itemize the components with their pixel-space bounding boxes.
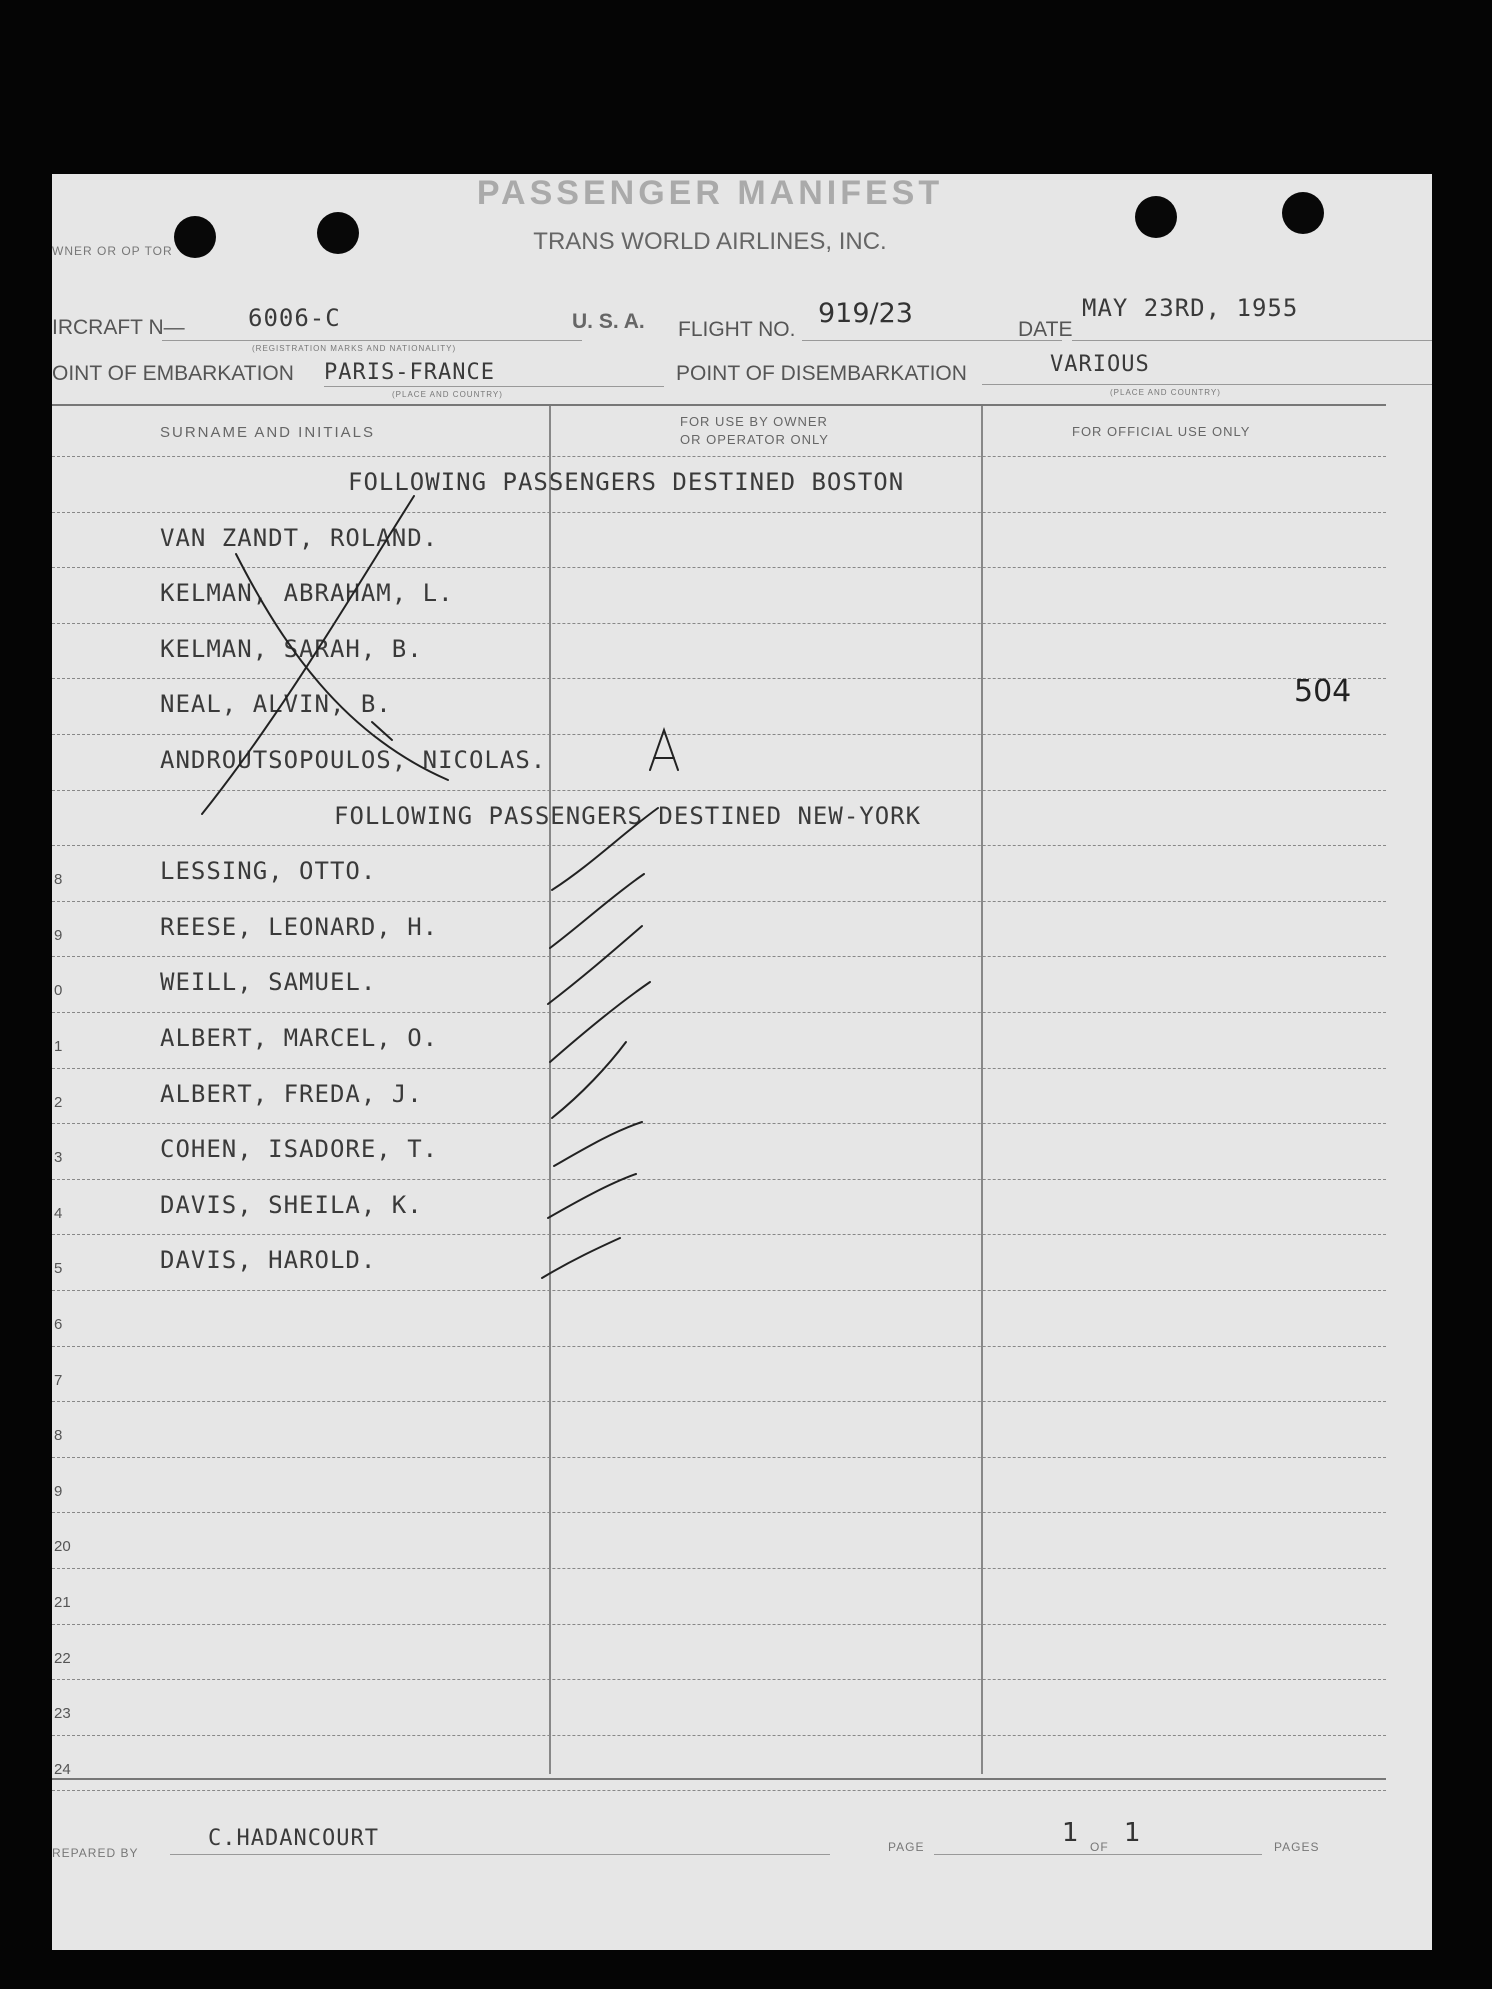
owner-operator-label: WNER OR OP TOR: [52, 244, 173, 258]
check-mark: [554, 1122, 642, 1166]
embarkation-note: (PLACE AND COUNTRY): [392, 390, 503, 399]
row-number: 5: [54, 1260, 63, 1278]
disembarkation-label: POINT OF DISEMBARKATION: [676, 362, 967, 385]
passenger-name: ALBERT, FREDA, J.: [160, 1079, 423, 1108]
country-label: U. S. A.: [572, 310, 645, 333]
handwritten-marks: [52, 174, 1432, 1950]
aircraft-label: IRCRAFT N—: [52, 316, 185, 339]
destination-heading: FOLLOWING PASSENGERS DESTINED NEW-YORK: [334, 801, 922, 830]
row-number: 2: [54, 1093, 63, 1111]
passenger-name: VAN ZANDT, ROLAND.: [160, 523, 439, 552]
row-number: 9: [54, 1482, 63, 1500]
row-number: 8: [54, 871, 63, 889]
row-number: 8: [54, 1427, 63, 1445]
disembarkation-note: (PLACE AND COUNTRY): [1110, 388, 1221, 397]
row-number: 0: [54, 982, 63, 1000]
passenger-name: ALBERT, MARCEL, O.: [160, 1024, 439, 1052]
date-label: DATE: [1018, 318, 1073, 341]
check-mark: [550, 982, 650, 1062]
check-mark: [552, 808, 658, 890]
check-mark: [548, 1174, 636, 1218]
flight-value: 919/23: [818, 298, 913, 329]
passenger-name: ANDROUTSOPOULOS, NICOLAS.: [160, 746, 547, 774]
hand-mark-a: [650, 730, 678, 770]
row-number: 3: [54, 1149, 63, 1167]
row-number: 7: [54, 1371, 63, 1389]
row-number: 23: [54, 1705, 71, 1723]
prepared-by-label: REPARED BY: [52, 1846, 139, 1860]
check-mark: [552, 1042, 626, 1118]
column-header-official: FOR OFFICIAL USE ONLY: [1072, 424, 1251, 439]
page-label: PAGE: [888, 1840, 925, 1854]
row-number: 6: [54, 1316, 63, 1333]
official-number: 504: [1294, 674, 1352, 709]
row-number: 24: [54, 1760, 71, 1778]
passenger-name: DAVIS, HAROLD.: [160, 1246, 377, 1275]
passenger-name: NEAL, ALVIN, B.: [160, 690, 392, 719]
row-number: 22: [54, 1649, 71, 1667]
pages-label: PAGES: [1274, 1840, 1320, 1854]
row-number: 9: [54, 926, 63, 944]
passenger-name: COHEN, ISADORE, T.: [160, 1135, 439, 1164]
registration-note: (REGISTRATION MARKS AND NATIONALITY): [252, 344, 457, 353]
passenger-name: REESE, LEONARD, H.: [160, 912, 439, 941]
row-number: 1: [54, 1038, 63, 1055]
embarkation-value: PARIS-FRANCE: [324, 360, 495, 385]
passenger-name: LESSING, OTTO.: [160, 857, 377, 886]
strike-through-stroke: [202, 496, 414, 814]
page-value: 1: [1062, 1818, 1079, 1848]
of-value: 1: [1124, 1818, 1141, 1848]
disembarkation-value: VARIOUS: [1050, 352, 1150, 377]
column-header-owner-2: OR OPERATOR ONLY: [680, 432, 829, 447]
passenger-name: KELMAN, SARAH, B.: [160, 634, 423, 663]
row-number: 21: [54, 1594, 71, 1611]
of-label: OF: [1090, 1840, 1109, 1854]
date-value: MAY 23RD, 1955: [1082, 294, 1299, 322]
manifest-sheet: [52, 174, 1432, 1950]
aircraft-value: 6006-C: [248, 304, 341, 332]
column-header-surname: SURNAME AND INITIALS: [160, 424, 376, 441]
airline-name: TRANS WORLD AIRLINES, INC.: [533, 228, 887, 255]
column-header-owner-1: FOR USE BY OWNER: [680, 414, 828, 429]
form-title: PASSENGER MANIFEST: [476, 174, 944, 212]
prepared-by-value: C.HADANCOURT: [208, 1826, 379, 1851]
flight-label: FLIGHT NO.: [678, 318, 796, 341]
row-number: 4: [54, 1204, 63, 1222]
passenger-name: KELMAN, ABRAHAM, L.: [160, 579, 454, 608]
check-mark: [542, 1238, 620, 1278]
destination-heading: FOLLOWING PASSENGERS DESTINED BOSTON: [348, 468, 905, 496]
strike-through-stroke: [236, 554, 448, 780]
embarkation-label: OINT OF EMBARKATION: [52, 362, 294, 385]
passenger-name: WEILL, SAMUEL.: [160, 968, 377, 997]
of-underline: [1112, 1854, 1262, 1855]
prepared-by-underline: [170, 1854, 830, 1855]
passenger-name: DAVIS, SHEILA, K.: [160, 1190, 423, 1219]
row-number: 20: [54, 1538, 71, 1556]
